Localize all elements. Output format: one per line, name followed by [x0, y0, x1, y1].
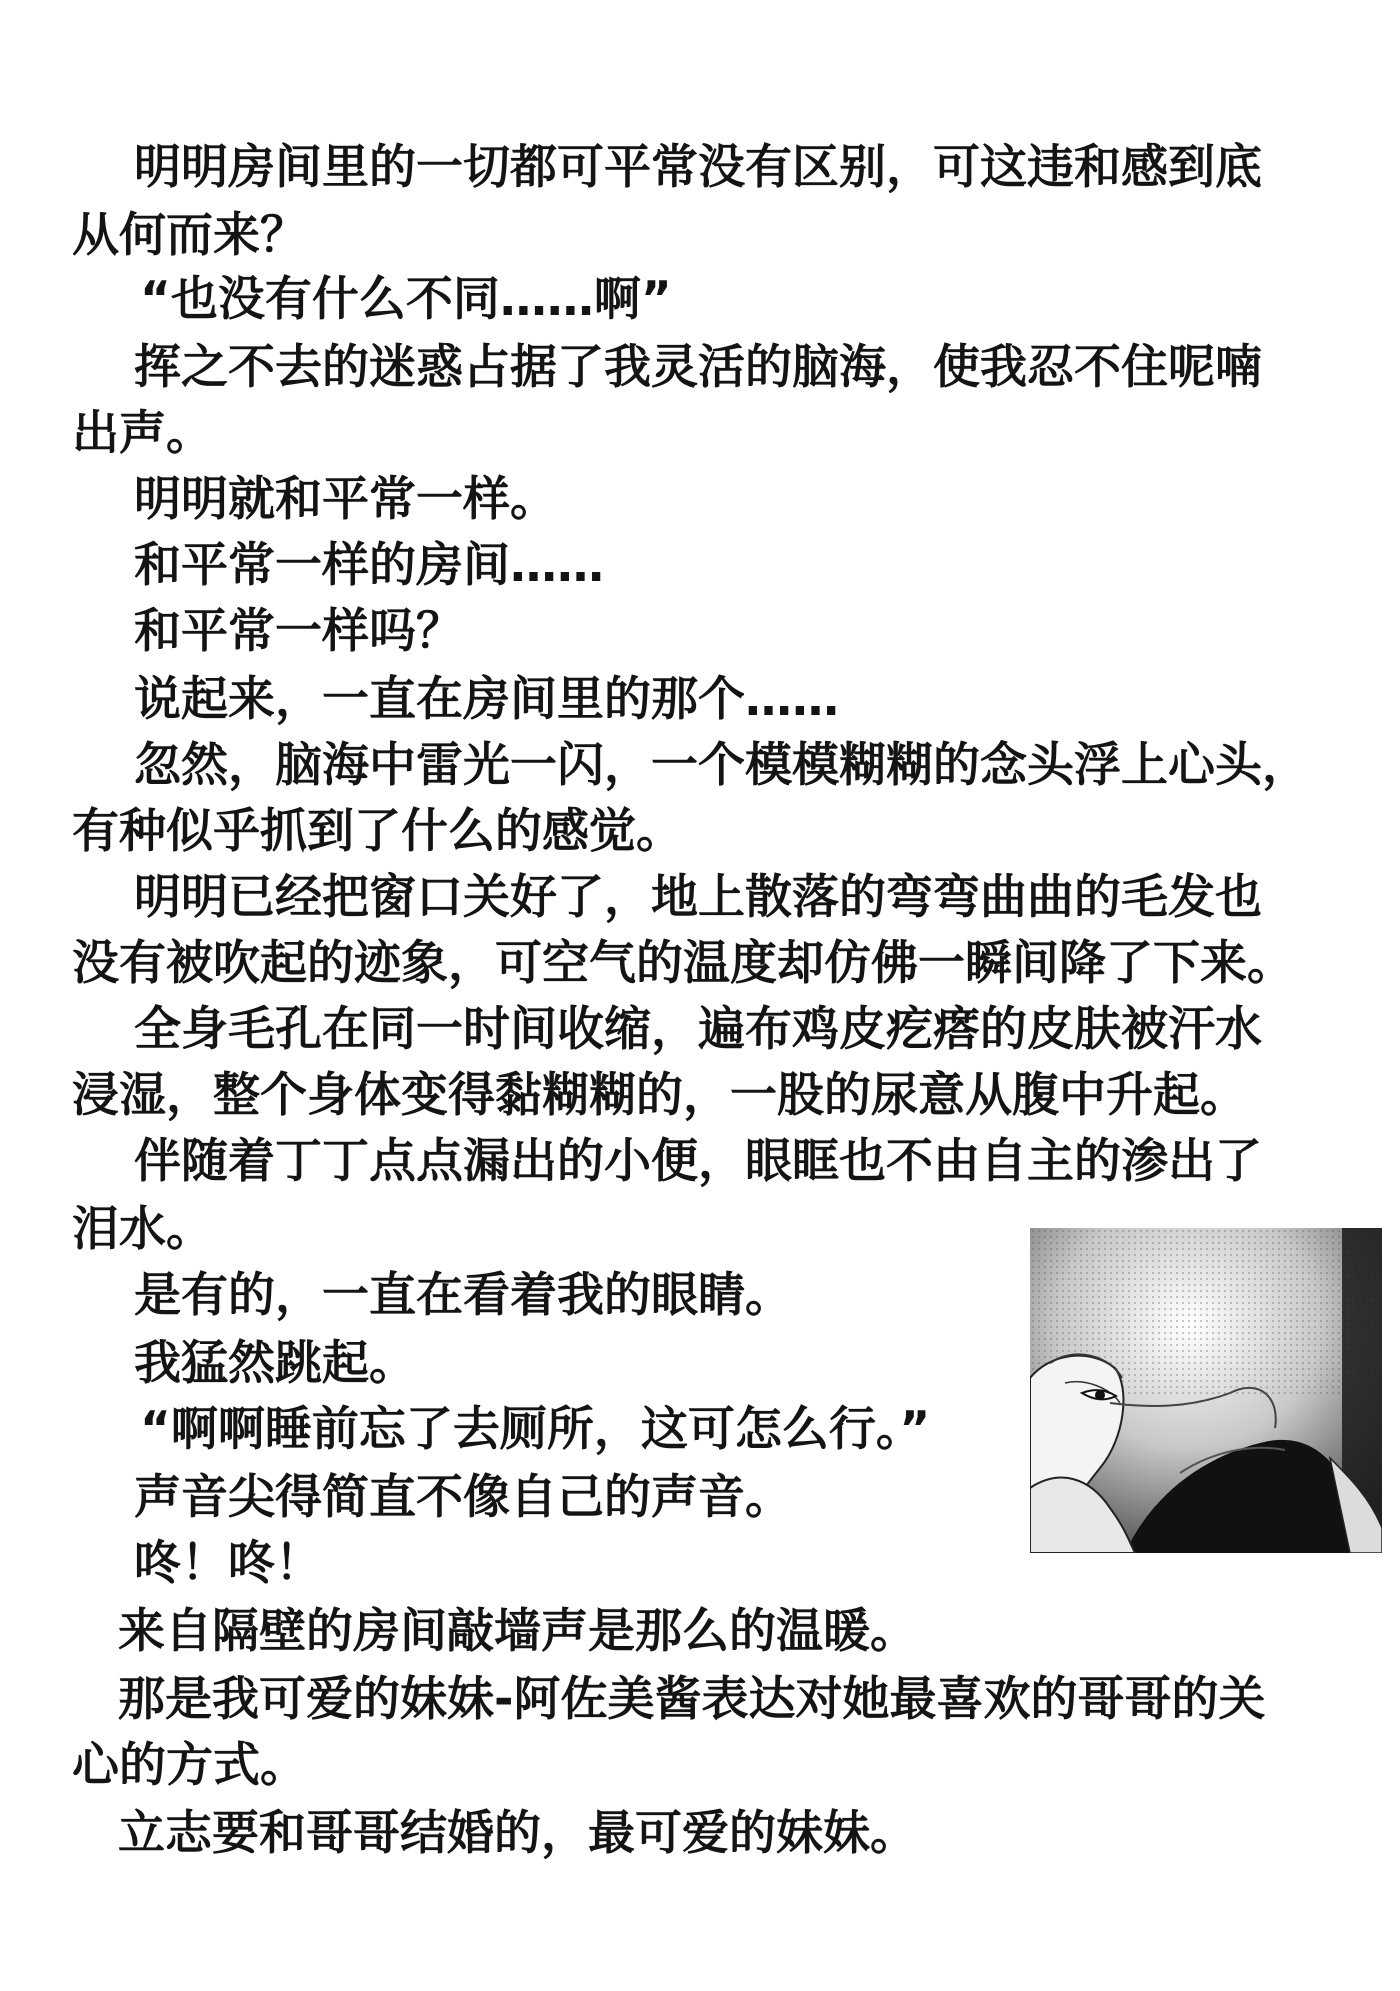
- text-line: 忽然，脑海中雷光一闪，一个模模糊糊的念头浮上心头，: [134, 738, 1309, 793]
- text-line: 没有被吹起的迹象，可空气的温度却仿佛一瞬间降了下来。: [72, 936, 1294, 991]
- text-line: 我猛然跳起。: [134, 1336, 416, 1391]
- text-line: 明明房间里的一切都可平常没有区别，可这违和感到底: [134, 140, 1262, 195]
- text-line: 和平常一样吗？: [134, 604, 463, 659]
- text-line: 那是我可爱的妹妹-阿佐美酱表达对她最喜欢的哥哥的关: [118, 1672, 1266, 1727]
- text-line: 来自隔壁的房间敲墙声是那么的温暖。: [118, 1604, 917, 1659]
- text-line: 立志要和哥哥结婚的，最可爱的妹妹。: [118, 1806, 917, 1861]
- text-line: 全身毛孔在同一时间收缩，遍布鸡皮疙瘩的皮肤被汗水: [134, 1002, 1262, 1057]
- text-line: 浸湿，整个身体变得黏糊糊的，一股的尿意从腹中升起。: [72, 1068, 1247, 1123]
- text-line: 有种似乎抓到了什么的感觉。: [72, 804, 683, 859]
- text-line: 咚！咚！: [134, 1536, 322, 1591]
- text-line: 是有的，一直在看着我的眼睛。: [134, 1268, 792, 1323]
- text-line: 明明就和平常一样。: [134, 472, 557, 527]
- text-line: 泪水。: [72, 1202, 213, 1257]
- text-line: 出声。: [72, 406, 213, 461]
- text-line: 明明已经把窗口关好了，地上散落的弯弯曲曲的毛发也: [134, 870, 1262, 925]
- text-line: 挥之不去的迷惑占据了我灵活的脑海，使我忍不住呢喃: [134, 340, 1262, 395]
- text-line: 心的方式。: [72, 1738, 307, 1793]
- text-line: 伴随着丁丁点点漏出的小便，眼眶也不由自主的渗出了: [134, 1134, 1262, 1189]
- text-line: 声音尖得简直不像自己的声音。: [134, 1470, 792, 1525]
- text-line: 说起来，一直在房间里的那个……: [134, 672, 839, 727]
- text-line: “也没有什么不同……啊”: [140, 272, 672, 327]
- text-line: 从何而来？: [72, 208, 307, 263]
- manga-illustration: [1030, 1228, 1382, 1553]
- text-line: “啊啊睡前忘了去厕所，这可怎么行。”: [140, 1402, 931, 1457]
- text-line: 和平常一样的房间……: [134, 538, 604, 593]
